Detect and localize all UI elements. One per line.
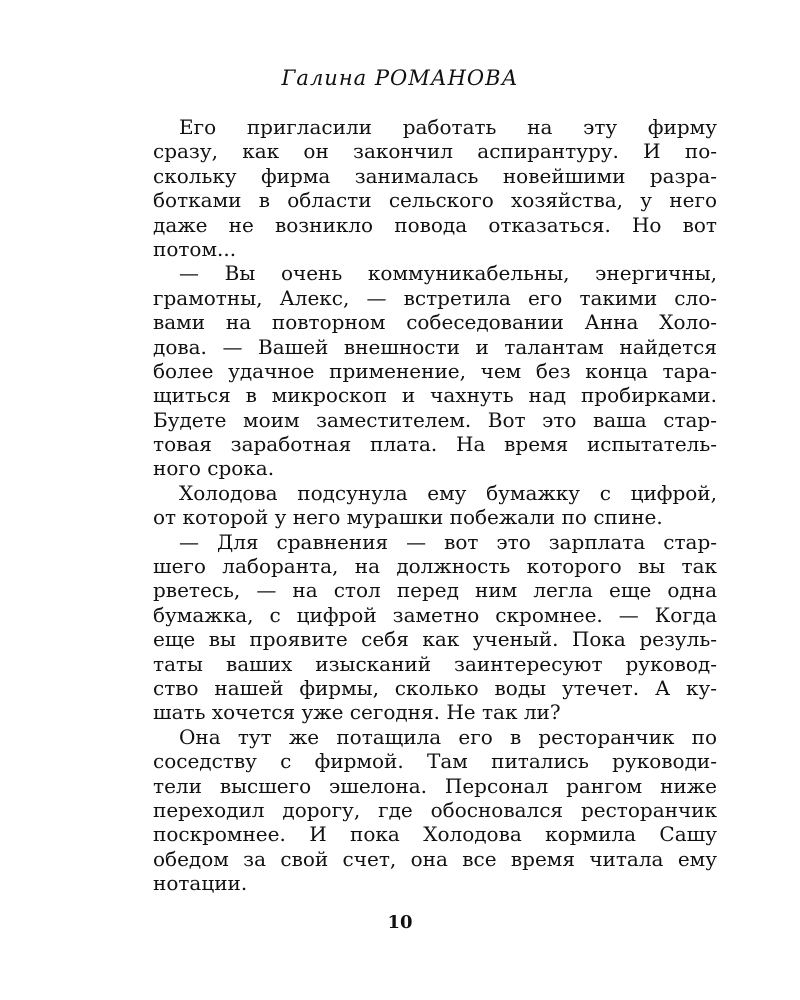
text-line: соседству с фирмой. Там питались руководи- <box>153 749 717 774</box>
text-line: потом... <box>153 236 237 261</box>
page-number: 10 <box>387 912 413 933</box>
text-line: поскромнее. И пока Холодова кормила Сашу <box>153 822 717 847</box>
paragraph-3 <box>127 481 717 530</box>
text-line: — Для сравнения — вот это зарплата стар- <box>179 529 717 554</box>
text-line: бумажка, с цифрой заметно скромнее. — Когда <box>153 602 717 627</box>
text-line: Его пригласили работать на эту фирму <box>179 115 717 139</box>
text-line: скольку фирма занималась новейшими разра- <box>153 163 717 188</box>
text-line: дова. — Вашей внешности и талантам найдется <box>153 334 717 359</box>
paragraph-2 <box>127 261 717 481</box>
text-line: Холодова подсунула ему бумажку с цифрой, <box>179 480 717 505</box>
text-line: более удачное применение, чем без конца тара- <box>153 358 717 383</box>
text-line: рветесь, — на стол перед ним легла еще одна <box>153 578 717 603</box>
text-line: вами на повторном собеседовании Анна Холо- <box>153 310 717 335</box>
text-line: шего лаборанта, на должность которого вы так <box>153 554 717 579</box>
paragraph-1 <box>127 115 717 261</box>
paragraph-5 <box>127 725 717 896</box>
text-line: от которой у него мурашки побежали по спине. <box>153 505 663 530</box>
text-line: сразу, как он закончил аспирантуру. И по- <box>153 139 717 164</box>
text-line: Она тут же потащила его в ресторанчик по <box>179 724 717 749</box>
text-line: ного срока. <box>153 456 275 481</box>
text-line: нотации. <box>153 871 248 896</box>
text-line: шать хочется уже сегодня. Не так ли? <box>153 700 561 725</box>
text-line: ботками в области сельского хозяйства, у него <box>153 188 717 213</box>
text-line: таты ваших изысканий заинтересуют руковод- <box>153 651 717 676</box>
text-line: обедом за свой счет, она все время читала ему <box>153 846 717 871</box>
text-line: ство нашей фирмы, сколько воды утечет. А ку- <box>153 675 717 700</box>
text-line: тели высшего эшелона. Персонал рангом ниже <box>153 773 717 798</box>
text-line: товая заработная плата. На время испытатель- <box>153 432 717 457</box>
text-line: Будете моим заместителем. Вот это ваша стар- <box>153 407 717 432</box>
text-line: — Вы очень коммуникабельны, энергичны, <box>179 261 717 286</box>
running-header-author: Галина РОМАНОВА <box>281 66 519 90</box>
text-line: даже не возникло повода отказаться. Но вот <box>153 212 717 237</box>
body-text <box>127 115 717 896</box>
text-line: еще вы проявите себя как ученый. Пока резуль- <box>153 627 717 652</box>
text-line: грамотны, Алекс, — встретила его такими сло- <box>153 285 717 310</box>
paragraph-4 <box>127 530 717 725</box>
text-line: щиться в микроскоп и чахнуть над пробирками. <box>153 383 717 408</box>
text-line: переходил дорогу, где обосновался ресторанчик <box>153 797 717 822</box>
